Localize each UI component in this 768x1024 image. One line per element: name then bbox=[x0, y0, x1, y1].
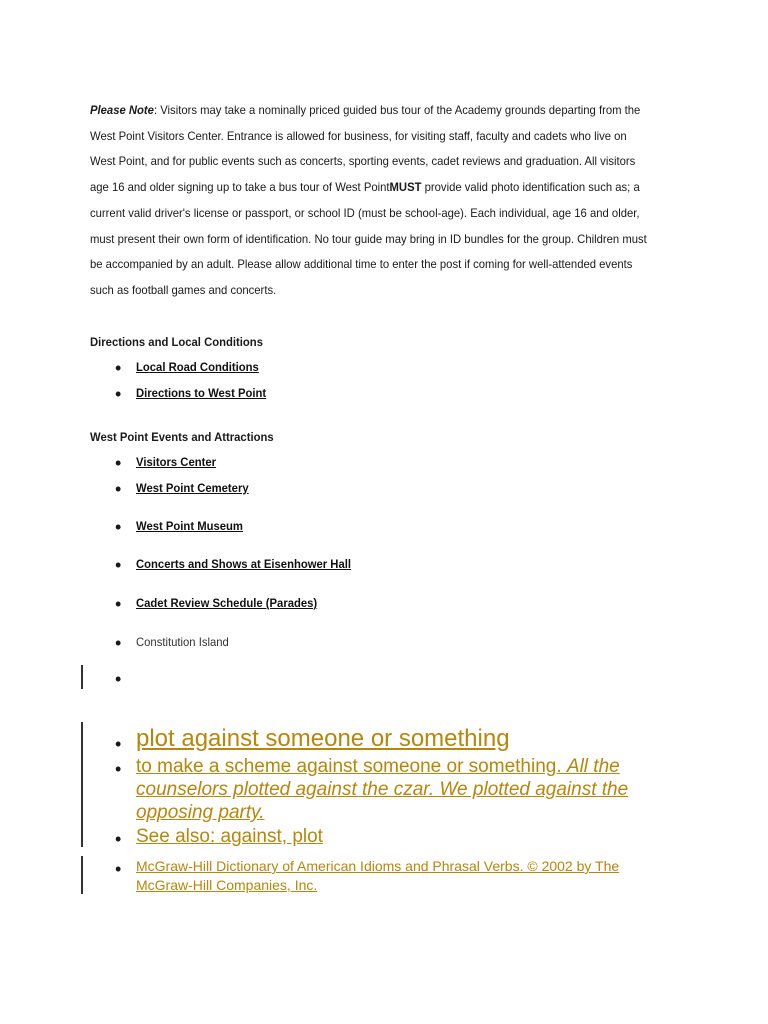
eisenhower-hall-link[interactable]: Concerts and Shows at Eisenhower Hall bbox=[136, 557, 352, 571]
bullet: • bbox=[115, 358, 122, 378]
bullet: • bbox=[115, 517, 122, 537]
bullet: • bbox=[115, 859, 122, 879]
idiom-definition[interactable] bbox=[136, 755, 676, 824]
bullet: • bbox=[115, 384, 122, 404]
museum-link[interactable]: West Point Museum bbox=[136, 519, 243, 533]
directions-link[interactable]: Directions to West Point bbox=[136, 386, 267, 400]
bullet: • bbox=[115, 479, 122, 499]
bullet: • bbox=[115, 633, 122, 653]
visitors-center-link[interactable]: Visitors Center bbox=[136, 455, 217, 469]
bullet: • bbox=[115, 594, 122, 614]
note-lead: Please Note bbox=[90, 103, 154, 117]
note-must: MUST bbox=[389, 180, 422, 195]
note-text-2: provide valid photo identification such as; a current valid driver's license or passport, or school ID (must be school-age). Each individual, age 16 and older, must present their own form of identification. No tour guide may bring in ID bundles for the group. Children must be accompanied by an adult. Please allow additional time to enter the post if coming for well-attended events such as football games and concerts. bbox=[90, 180, 647, 297]
local-road-conditions-link[interactable]: Local Road Conditions bbox=[136, 360, 259, 374]
bullet: • bbox=[115, 453, 122, 473]
text-cursor-bar bbox=[81, 722, 83, 847]
cadet-review-link[interactable]: Cadet Review Schedule (Parades) bbox=[136, 596, 318, 610]
bullet: • bbox=[115, 829, 122, 849]
text-cursor-bar bbox=[81, 665, 83, 689]
constitution-island: Constitution Island bbox=[136, 635, 229, 649]
see-also-link[interactable]: See also: against, plot bbox=[136, 826, 323, 847]
events-heading: West Point Events and Attractions bbox=[90, 430, 274, 444]
bullet: • bbox=[115, 734, 122, 754]
bullet: • bbox=[115, 669, 122, 689]
text-cursor-bar bbox=[81, 856, 83, 894]
bullet: • bbox=[115, 555, 122, 575]
note-text-1: : Visitors may take a nominally priced guided bus tour of the Academy grounds departing from the West Point Visitors Center. Entrance is allowed for business, for visiting staff, faculty and cadets who live on West Point, and for public events such as concerts, sporting events, cadet reviews and graduation. All visitors age 16 and older signing up to take a bus tour of West Point bbox=[90, 103, 641, 195]
idiom-title-link[interactable]: plot against someone or something bbox=[136, 725, 510, 752]
idiom-example: All the counselors plotted against the czar. We plotted against the opposing party. bbox=[136, 756, 629, 823]
directions-heading: Directions and Local Conditions bbox=[90, 335, 263, 349]
idiom-definition-text: to make a scheme against someone or something. bbox=[136, 756, 567, 777]
bullet: • bbox=[115, 759, 122, 779]
visitor-note bbox=[90, 98, 654, 304]
cemetery-link[interactable]: West Point Cemetery bbox=[136, 481, 249, 495]
dictionary-source-link[interactable]: McGraw-Hill Dictionary of American Idioms and Phrasal Verbs. © 2002 by The McGraw-Hill Companies, Inc. bbox=[136, 858, 620, 893]
